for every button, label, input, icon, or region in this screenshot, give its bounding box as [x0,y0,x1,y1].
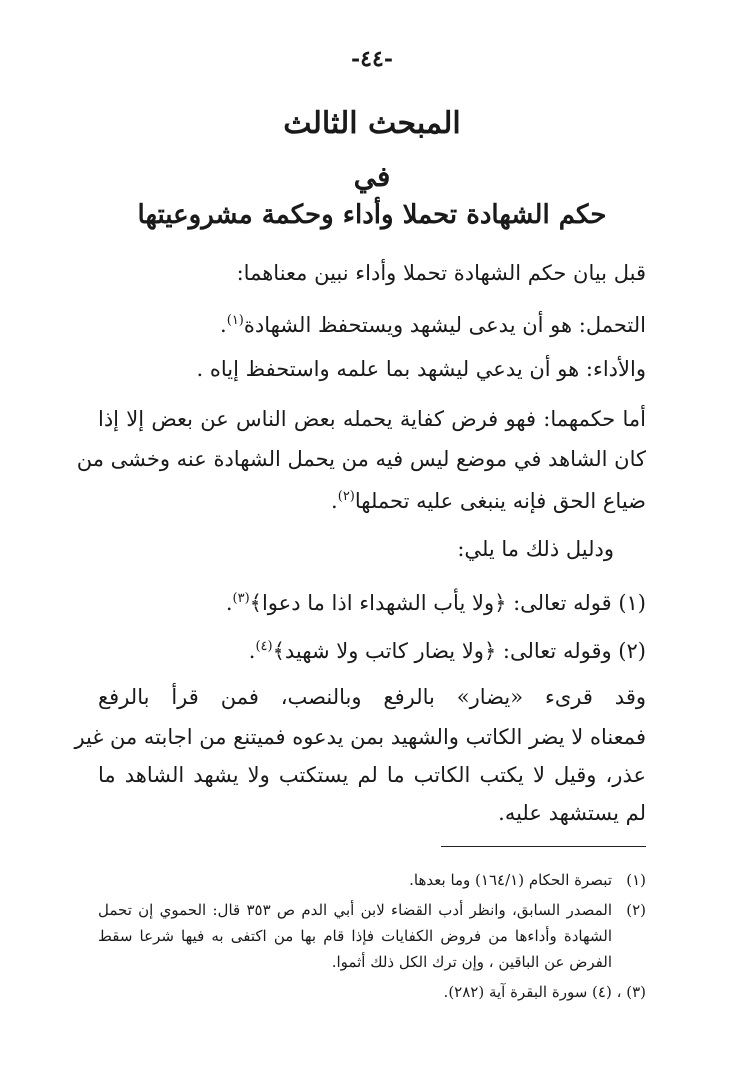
footnote-2-number: (٢) [626,901,646,919]
period: . [220,313,227,337]
period: . [331,489,338,513]
reading-line-3: عذر، وقيل لا يكتب الكاتب ما لم يستكتب ولا يشهد الشاهد ما [98,763,646,787]
footnote-2-line-2: الشهادة وأداءها من فروض الكفايات فإذا قام بها من اكتفى به فيها شرعا سقط [98,927,612,945]
reading-line-2: فمعناه لا يضر الكاتب والشهيد بمن يدعوه فميتنع من اجابته من غير [74,725,646,749]
ruling-line-3-text: ضياع الحق فإنه ينبغى عليه تحملها [354,489,646,513]
intro-line: قبل بيان حكم الشهادة تحملا وأداء نبين معناهما: [236,261,646,285]
reading-line-4: لم يستشهد عليه. [498,801,646,825]
footnote-2-line-3: الفرض عن الباقين ، وإن ترك الكل ذلك أثموا. [331,953,612,971]
footnote-1 [409,868,646,892]
evidence-item-1 [226,584,646,618]
footnote-2-line-1: المصدر السابق، وانظر أدب القضاء لابن أبي الدم ص ٣٥٣ قال: الحموي إن تحمل [98,901,613,919]
definition-tahammul [220,306,646,340]
footnote-ref-2: (٢) [337,489,355,504]
page-number: -٤٤- [351,46,393,72]
footnote-3-4: (٣) ، (٤) سورة البقرة آية (٢٨٢). [443,983,646,1001]
footnote-2 [98,898,646,922]
section-title-preposition: في [353,160,391,193]
ruling-line-1: أما حكمهما: فهو فرض كفاية يحمله بعض الناس عن بعض إلا إذا [98,407,646,431]
ruling-line-2: كان الشاهد في موضع ليس فيه من يحمل الشهادة عنه وخشى من [76,447,646,471]
footnote-1-number: (١) [626,871,646,889]
evidence-item-2-text: (٢) وقوله تعالى: ﴿ولا يضار كاتب ولا شهيد﴾ [272,639,646,663]
section-title: المبحث الثالث [283,106,461,141]
ruling-line-3 [331,482,646,516]
footnote-divider [441,846,646,847]
evidence-intro: ودليل ذلك ما يلي: [457,537,614,561]
definition-adaa: والأداء: هو أن يدعي ليشهد بما علمه واستحفظ إياه . [196,357,646,381]
evidence-item-1-text: (١) قوله تعالى: ﴿ولا يأب الشهداء اذا ما دعوا﴾ [249,591,646,615]
definition-tahammul-text: التحمل: هو أن يدعى ليشهد ويستحفظ الشهادة [243,313,646,337]
reading-line-1: وقد قرىء «يضار» بالرفع وبالنصب، فمن قرأ بالرفع [98,685,646,709]
period: . [225,591,233,615]
footnote-ref-1: (١) [226,313,244,328]
section-subtitle: حكم الشهادة تحملا وأداء وحكمة مشروعيتها [137,200,607,230]
period: . [248,639,256,663]
footnote-ref-4: (٤) [255,639,273,654]
evidence-item-2 [249,632,646,666]
footnote-1-text: تبصرة الحكام (١٦٤/١) وما بعدها. [409,871,612,889]
footnote-ref-3: (٣) [232,591,250,606]
